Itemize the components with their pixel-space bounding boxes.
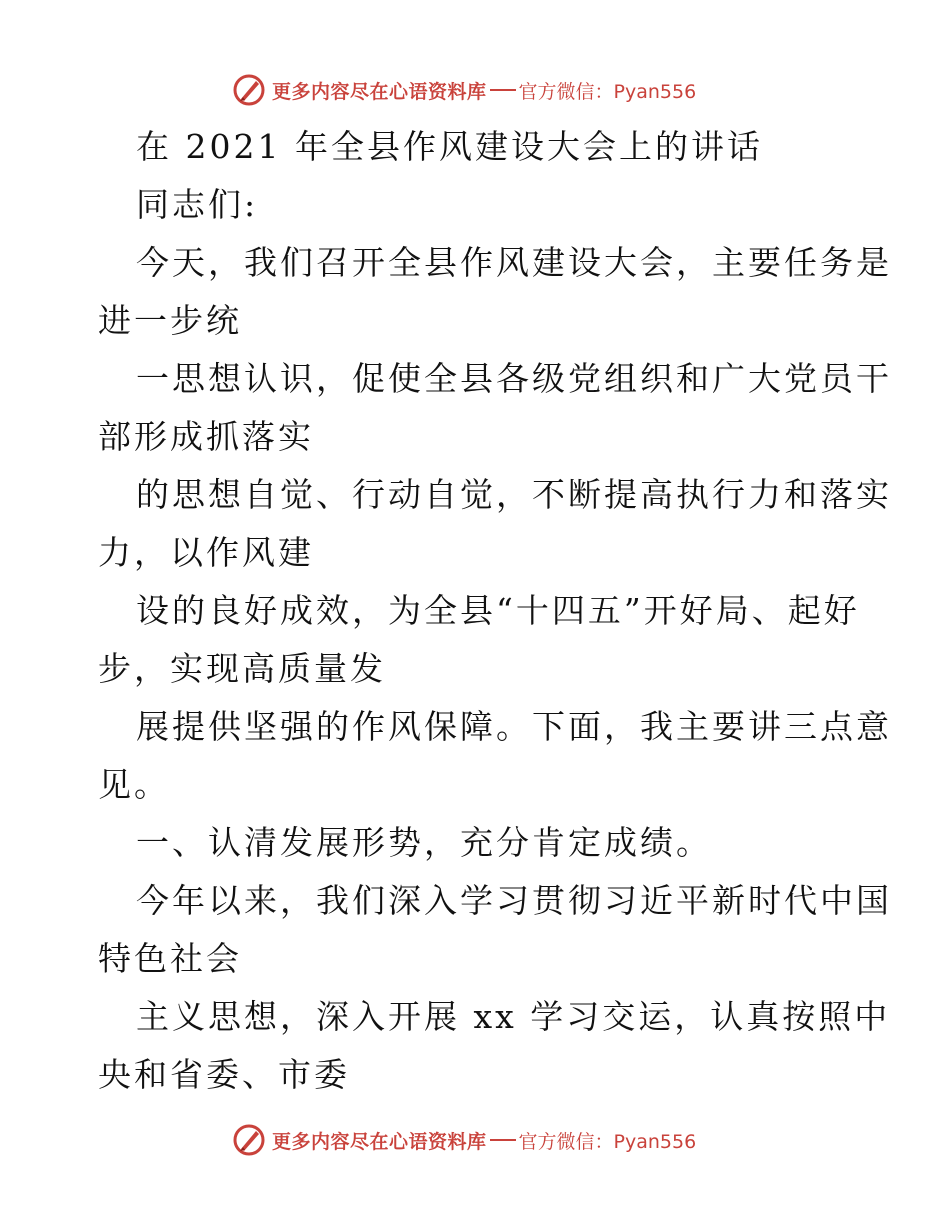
text-line: 部形成抓落实 (98, 417, 314, 456)
watermark-dash (490, 89, 516, 91)
text-line: 进一步统 (98, 301, 242, 340)
text-line: 的思想自觉、行动自觉，不断提高执行力和落实 (136, 475, 892, 514)
speech-body (98, 118, 892, 1104)
text-line: 央和省委、市委 (98, 1055, 350, 1094)
text-line: 展提供坚强的作风保障。下面，我主要讲三点意 (136, 707, 892, 746)
quill-logo-icon (232, 1123, 266, 1157)
watermark-main-text: 更多内容尽在心语资料库 (272, 80, 487, 103)
header-watermark-banner (232, 70, 752, 110)
text-line: 一、认清发展形势，充分肯定成绩。 (136, 823, 712, 862)
watermark-wechat-text: 官方微信：Pyan556 (518, 80, 697, 103)
text-line: 一思想认识，促使全县各级党组织和广大党员干 (136, 359, 892, 398)
speech-title: 在 2021 年全县作风建设大会上的讲话 (136, 127, 763, 166)
watermark-main-text: 更多内容尽在心语资料库 (272, 1130, 487, 1153)
text-line: 今年以来，我们深入学习贯彻习近平新时代中国 (136, 881, 892, 920)
footer-watermark-banner (232, 1120, 752, 1160)
watermark-dash (490, 1139, 516, 1141)
text-line: 步，实现高质量发 (98, 649, 386, 688)
text-line: 见。 (98, 765, 170, 804)
quill-logo-icon (232, 73, 266, 107)
watermark-wechat-text: 官方微信：Pyan556 (518, 1130, 697, 1153)
text-line: 今天，我们召开全县作风建设大会，主要任务是 (136, 243, 892, 282)
text-line: 同志们: (136, 185, 259, 224)
text-line: 特色社会 (98, 939, 242, 978)
text-line: 力，以作风建 (98, 533, 314, 572)
text-line: 主义思想，深入开展 xx 学习交运，认真按照中 (136, 997, 891, 1036)
text-line: 设的良好成效，为全县“十四五”开好局、起好 (136, 591, 860, 630)
